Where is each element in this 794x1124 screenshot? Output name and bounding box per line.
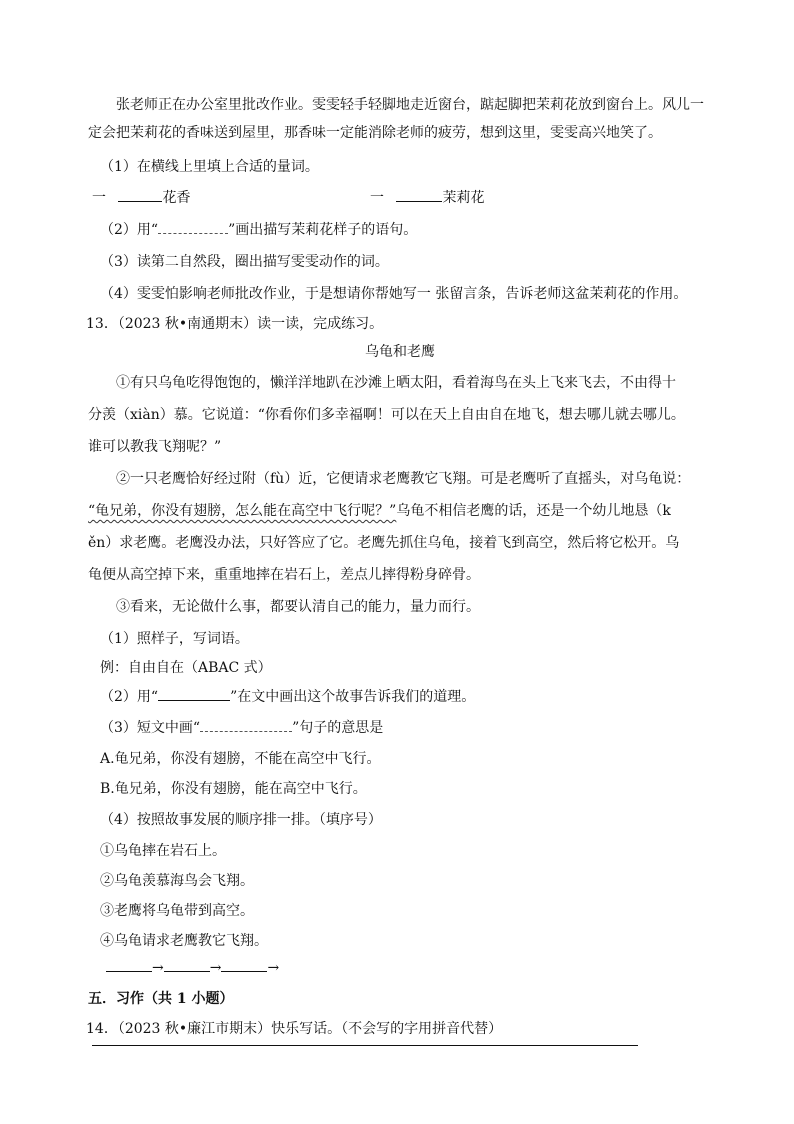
q12-sub4: （4）雯雯怕影响老师批改作业，于是想请你帮她写一 张留言条，告诉老师这盆茉莉花的作用。 <box>100 286 688 302</box>
intro-paragraph-line-1: 张老师正在办公室里批改作业。雯雯轻手轻脚地走近窗台，踮起脚把茉莉花放到窗台上。风儿一 <box>116 97 704 113</box>
story-quote-underlined: “龟兄弟，你没有翅膀，怎么能在高空中飞行呢？” <box>88 503 397 519</box>
story-p2-line-2 <box>88 500 671 522</box>
order-blank-1[interactable] <box>106 957 152 972</box>
story-p1-line-3: 谁可以教我飞翔呢？” <box>88 439 222 455</box>
straight-line-sample <box>158 688 230 701</box>
q12-sub3: （3）读第二自然段，圈出描写雯雯动作的词。 <box>100 254 389 270</box>
q13-header: 13．（2023 秋•南通期末）读一读，完成练习。 <box>86 316 384 332</box>
order-blank-2[interactable] <box>164 957 210 972</box>
arrow-icon: → <box>267 960 280 976</box>
fill2-suffix: 茉莉花 <box>442 190 485 206</box>
section-5-heading: 五．习作（共 1 小题） <box>88 991 234 1007</box>
story-p3: ③看来，无论做什么事，都要认清自己的能力，量力而行。 <box>116 599 480 615</box>
wavy-line-sample <box>158 221 228 234</box>
q13-sub3-prefix: （3）短文中画“ <box>100 720 201 736</box>
q13-sub3-suffix: ”句子的意思是 <box>292 720 384 736</box>
q13-sub1: （1）照样子，写词语。 <box>100 631 249 647</box>
blank-line[interactable] <box>396 187 442 202</box>
writing-line[interactable] <box>92 1045 638 1046</box>
intro-paragraph-line-2: 定会把茉莉花的香味送到屋里，那香味一定能消除老师的疲劳，想到这里，雯雯高兴地笑了。 <box>88 125 662 141</box>
q12-fill-2 <box>370 187 484 209</box>
q12-fill-1 <box>92 187 190 209</box>
fill1-suffix: 花香 <box>162 190 191 206</box>
fill1-prefix: 一 <box>92 190 106 206</box>
q13-sub2-suffix: ”在文中画出这个故事告诉我们的道理。 <box>230 689 476 705</box>
wavy-line-sample <box>200 719 292 732</box>
option-a[interactable]: A.龟兄弟，你没有翅膀，不能在高空中飞行。 <box>100 751 381 767</box>
order-blank-3[interactable] <box>221 957 267 972</box>
order-sequence <box>106 957 279 979</box>
story-p2-line-4: 龟便从高空掉下来，重重地摔在岩石上，差点儿摔得粉身碎骨。 <box>88 567 480 583</box>
q14-header: 14．（2023 秋•廉江市期末）快乐写话。（不会写的字用拼音代替） <box>86 1021 503 1037</box>
q13-example: 例：自由自在（ABAC 式） <box>100 660 272 676</box>
story-p1-line-2: 分羡（xiàn）慕。它说道：“你看你们多幸福啊！可以在天上自由自在地飞，想去哪儿就去哪儿。 <box>88 407 685 423</box>
q12-sub2-prefix: （2）用“ <box>100 222 159 238</box>
story-title: 乌龟和老鹰 <box>365 344 435 360</box>
option-b[interactable]: B.龟兄弟，你没有翅膀，能在高空中飞行。 <box>100 781 367 797</box>
event-1: ①乌龟摔在岩石上。 <box>100 843 226 859</box>
q12-sub2-suffix: ”画出描写茉莉花样子的语句。 <box>228 222 418 238</box>
arrow-icon: → <box>152 960 164 976</box>
story-p2-line-3: ěn）求老鹰。老鹰没办法，只好答应了它。老鹰先抓住乌龟，接着飞到高空，然后将它松开。乌 <box>88 535 680 551</box>
q12-sub2 <box>100 219 417 241</box>
event-3: ③老鹰将乌龟带到高空。 <box>100 903 254 919</box>
q13-sub3 <box>100 717 383 739</box>
q13-sub4: （4）按照故事发展的顺序排一排。（填序号） <box>100 812 382 828</box>
story-p1-line-1: ①有只乌龟吃得饱饱的，懒洋洋地趴在沙滩上晒太阳，看着海鸟在头上飞来飞去，不由得十 <box>116 375 676 391</box>
arrow-icon: → <box>209 960 222 976</box>
blank-line[interactable] <box>118 187 162 202</box>
q12-sub1: （1）在横线上里填上合适的量词。 <box>100 159 319 175</box>
q13-sub2-prefix: （2）用“ <box>100 689 159 705</box>
story-p2-line-1: ②一只老鹰恰好经过附（fù）近，它便请求老鹰教它飞翔。可是老鹰听了直摇头，对乌龟说： <box>116 471 691 487</box>
event-2: ②乌龟羡慕海鸟会飞翔。 <box>100 873 254 889</box>
story-p2-line-2-rest: 乌龟不相信老鹰的话，还是一个幼儿地恳（k <box>396 503 671 519</box>
q13-sub2 <box>100 686 475 708</box>
event-4: ④乌龟请求老鹰教它飞翔。 <box>100 933 268 949</box>
fill2-prefix: 一 <box>370 190 384 206</box>
